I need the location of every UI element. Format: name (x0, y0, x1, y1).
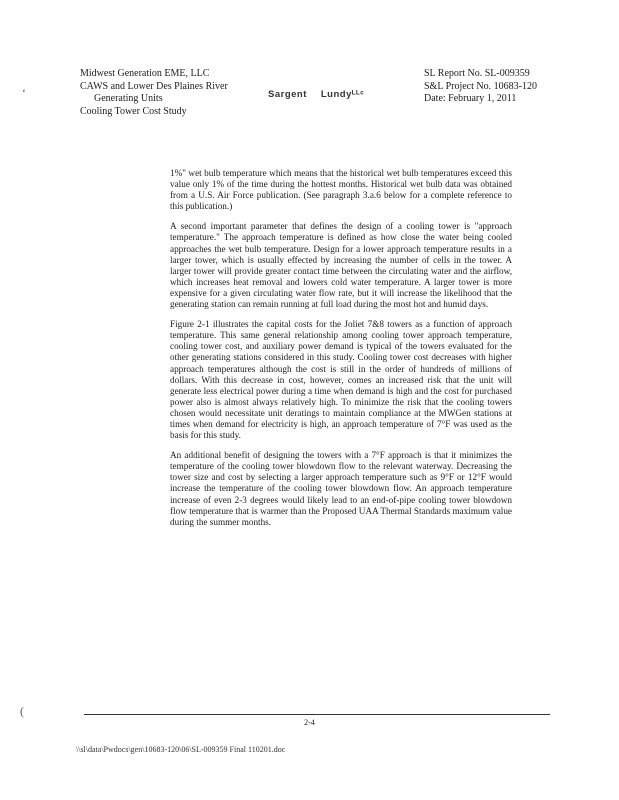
page-number: 2-4 (304, 718, 315, 727)
logo-word-sargent: Sargent (268, 89, 307, 100)
scan-mark-bottom: ( (20, 704, 24, 718)
header-right-block (424, 68, 537, 106)
header-project-subtitle: Generating Units (94, 93, 163, 104)
paragraph-2: A second important parameter that defines the design of a cooling tower is "approach temperature." The approach temperature is defined as how close the water being cooled approaches the wet bulb temperature. Design for a lower approach temperature results in a larger tower, which is usually effected by increasing the number of cells in the tower. A larger tower will provide greater contact time between the circulating water and the airflow, which increases heat removal and lowers cold water temperature. A larger tower is more expensive for a given circulating water flow rate, but it will increase the likelihood that the generating station can remain running at full load during the most hot and humid days. (170, 221, 512, 310)
sargent-lundy-logo (268, 89, 364, 100)
header-left-block (80, 68, 228, 118)
file-path: \\sl\data\Pwdocs\gen\10683-120\06\SL-009359 Final 110201.doc (76, 745, 286, 754)
paragraph-1: 1%" wet bulb temperature which means that the historical wet bulb temperatures exceed this value only 1% of the time during the hottest months. Historical wet bulb data was obtained from a U.S. Air Force publication. (See paragraph 3.a.6 below for a complete reference to this publication.) (170, 168, 512, 212)
paragraph-4: An additional benefit of designing the towers with a 7°F approach is that it minimizes the temperature of the cooling tower blowdown flow to the relevant waterway. Decreasing the tower size and cost by selecting a larger approach temperature such as 9°F or 12°F would increase the temperature of the cooling tower blowdown flow. An approach temperature increase of even 2-3 degrees would likely lead to an end-of-pipe cooling tower blowdown flow temperature that is warmer than the Proposed UAA Thermal Standards maximum value during the summer months. (170, 450, 512, 527)
project-number: S&L Project No. 10683-120 (424, 80, 537, 92)
header-study-title: Cooling Tower Cost Study (80, 105, 187, 117)
body-text (170, 168, 512, 537)
logo-word-lundy: Lundy (320, 89, 352, 100)
logo-suffix: ᴸᴸᶜ (351, 89, 365, 100)
report-date: Date: February 1, 2011 (424, 93, 517, 104)
header-company: Midwest Generation EME, LLC (80, 68, 210, 79)
header-project-title: CAWS and Lower Des Plaines River (80, 80, 228, 92)
report-number: SL Report No. SL-009359 (424, 68, 530, 79)
footer-divider (84, 714, 550, 715)
scan-mark-top: ‘ (22, 86, 26, 100)
paragraph-3: Figure 2-1 illustrates the capital costs for the Joliet 7&8 towers as a function of approach temperature. This same general relationship among cooling tower approach temperature, cooling tower cost, and auxiliary power demand is typical of the towers evaluated for the other generating stations considered in this study. Cooling tower cost decreases with higher approach temperatures although the cost is still in the order of hundreds of millions of dollars. With this decrease in cost, however, comes an increased risk that the unit will generate less electrical power during a time when demand is high and the cost for purchased power also is almost always relatively high. To minimize the risk that the cooling towers chosen would necessitate unit deratings to maintain compliance at the MWGen stations at times when demand for electricity is high, an approach temperature of 7°F was used as the basis for this study. (170, 319, 512, 441)
